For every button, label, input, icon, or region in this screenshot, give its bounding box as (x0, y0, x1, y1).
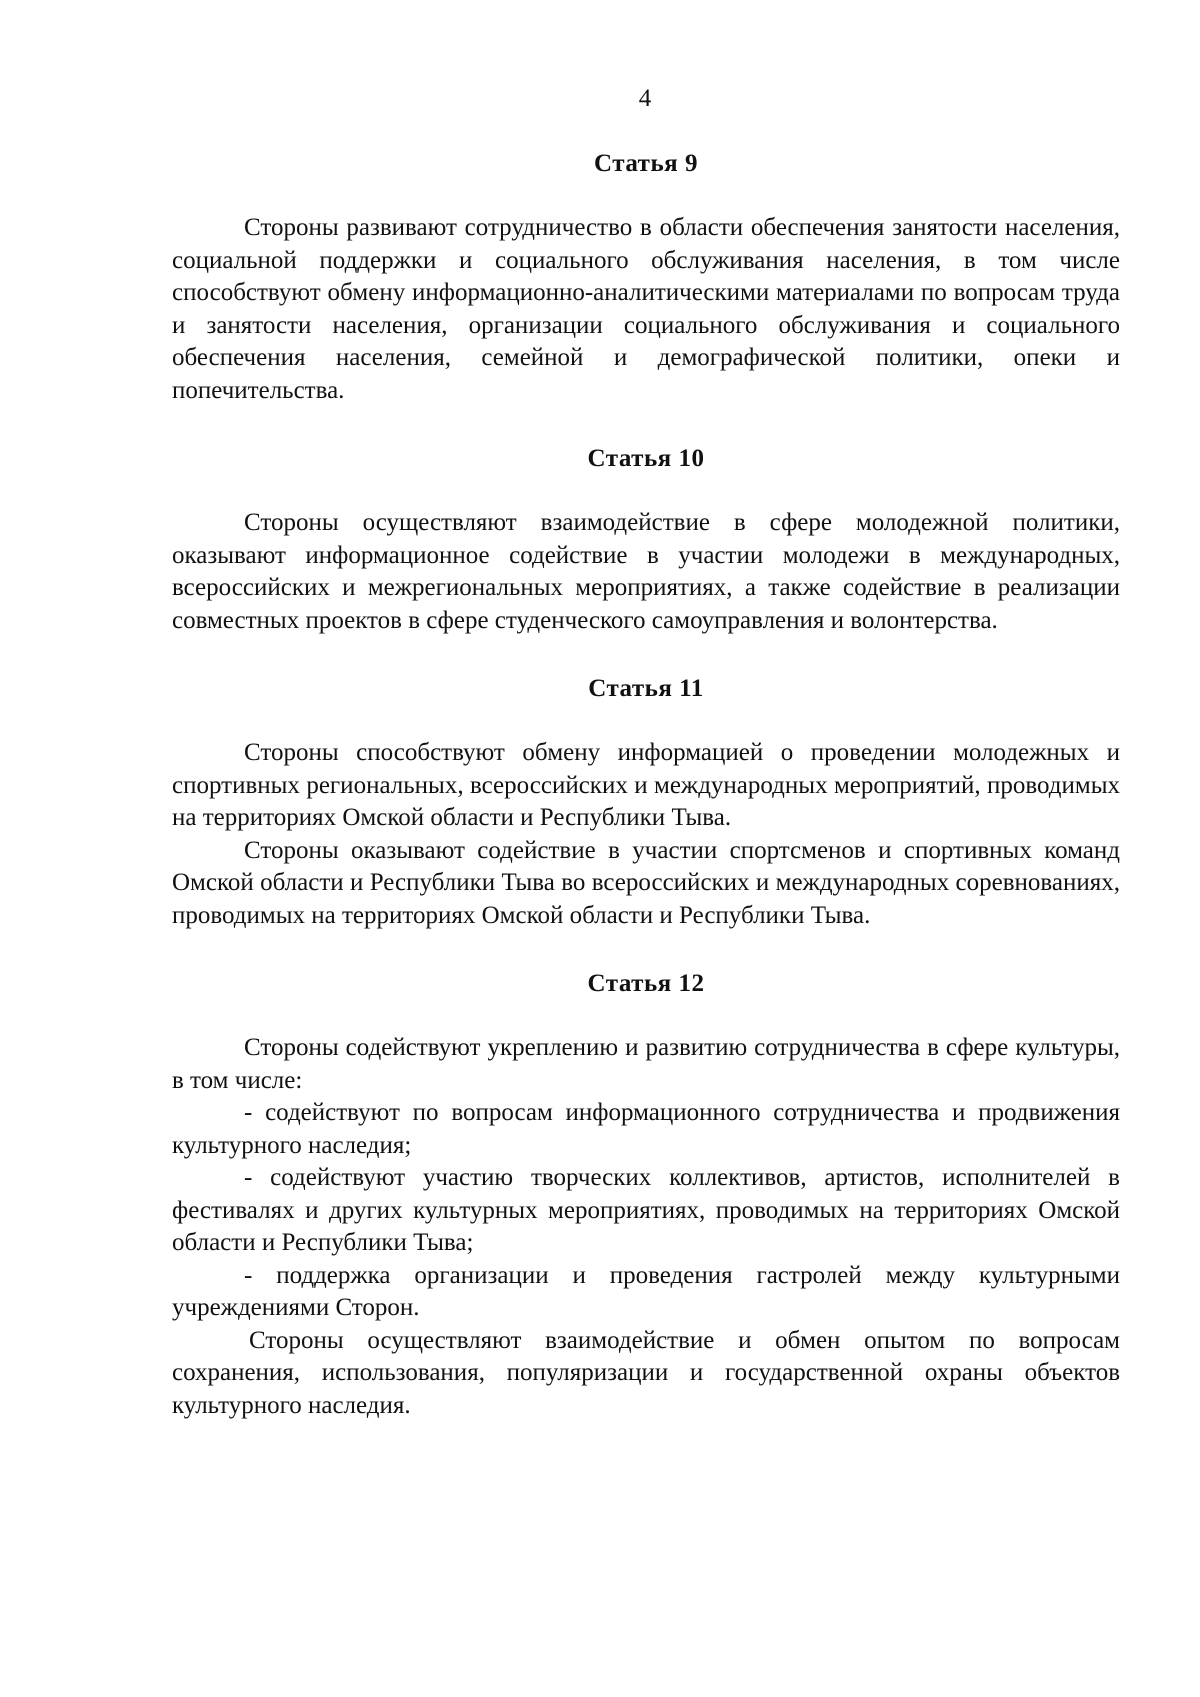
page-number: 4 (638, 85, 652, 112)
article-paragraph: Стороны оказывают содействие в участии спортсменов и спортивных команд Омской области и Республики Тыва во всероссийских и международных соревнованиях, проводимых на территориях Омской области и Республики Тыва. (172, 836, 1120, 929)
list-item: - поддержка организации и проведения гастролей между культурными учреждениями Сторон. (172, 1261, 1120, 1321)
list-item: - содействуют по вопросам информационного сотрудничества и продвижения культурного наследия; (172, 1099, 1120, 1159)
article-10 (172, 443, 1120, 637)
list-item: - содействуют участию творческих коллективов, артистов, исполнителей в фестивалях и других культурных мероприятиях, проводимых на территориях Омской области и Республики Тыва; (172, 1164, 1120, 1256)
article-9 (172, 148, 1120, 407)
article-title: Статья 10 (587, 445, 705, 472)
document-body (172, 148, 1120, 1422)
article-paragraph: Стороны содействуют укреплению и развитию сотрудничества в сфере культуры, в том числе: (172, 1034, 1120, 1094)
article-title: Статья 9 (594, 150, 698, 177)
article-12 (172, 968, 1120, 1422)
article-paragraph: Стороны осуществляют взаимодействие в сфере молодежной политики, оказывают информационное содействие в участии молодежи в международных, всероссийских и межрегиональных мероприятиях, а также содействие в реализации совместных проектов в сфере студенческого самоуправления и волонтерства. (172, 509, 1120, 634)
article-paragraph: Стороны развивают сотрудничество в области обеспечения занятости населения, социальной поддержки и социального обслуживания населения, в том числе способствуют обмену информационно-аналитическими материалами по вопросам труда и занятости населения, организации социального обслуживания и социального обеспечения населения, семейной и демографической политики, опеки и попечительства. (172, 214, 1120, 404)
article-paragraph: Стороны осуществляют взаимодействие и обмен опытом по вопросам сохранения, использования, популяризации и государственной охраны объектов культурного наследия. (172, 1326, 1120, 1419)
article-title: Статья 11 (588, 675, 704, 702)
article-paragraph: Стороны способствуют обмену информацией о проведении молодежных и спортивных региональных, всероссийских и международных мероприятий, проводимых на территориях Омской области и Республики Тыва. (172, 739, 1120, 831)
article-title: Статья 12 (587, 970, 705, 997)
article-11 (172, 673, 1120, 932)
